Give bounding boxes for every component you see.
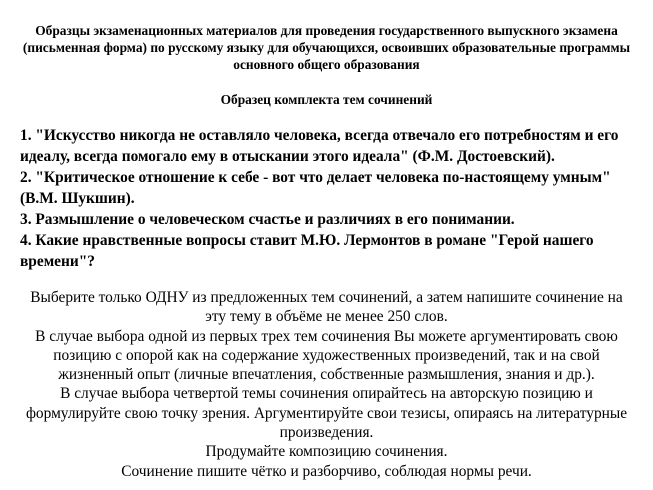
instruction-topics-1-3: В случае выбора одной из первых трех тем сочинения Вы можете аргументировать свою позицию с опорой как на содержание художественных произведений, так и на свой жизненный опыт (личные впечатления, собственные размышления, знания и др.).: [35, 327, 618, 384]
topic-item-1: 1. "Искусство никогда не оставляло человека, всегда отвечало его потребностям и его идеалу, всегда помогало ему в отыскании этого идеала" (Ф.М. Достоевский).: [20, 127, 619, 165]
document-header: Образцы экзаменационных материалов для проведения государственного выпускного экзамена (письменная форма) по русскому языку для обучающихся, освоивших образовательные программы основного общего образования: [22, 23, 631, 72]
topics-list: [20, 125, 633, 272]
topic-item-3: 3. Размышление о человеческом счастье и различиях в его понимании.: [20, 211, 515, 228]
instruction-composition: Продумайте композицию сочинения.: [205, 443, 448, 461]
topic-item-4: 4. Какие нравственные вопросы ставит М.Ю. Лермонтов в романе "Герой нашего времени"?: [20, 232, 594, 270]
instruction-choose-topic: Выберите только ОДНУ из предложенных тем сочинений, а затем напишите сочинение на эту тему в объёме не менее 250 слов.: [30, 289, 623, 326]
instructions-block: [20, 288, 633, 481]
document-subtitle: Образец комплекта тем сочинений: [220, 92, 433, 107]
topic-item-2: 2. "Критическое отношение к себе - вот что делает человека по-настоящему умным" (В.М. Шукшин).: [20, 169, 611, 207]
instruction-topic-4: В случае выбора четвертой темы сочинения опирайтесь на авторскую позицию и формулируйте свою точку зрения. Аргументируйте свои тезисы, опираясь на литературные произведения.: [25, 385, 628, 442]
instruction-handwriting: Сочинение пишите чётко и разборчиво, соблюдая нормы речи.: [121, 462, 532, 480]
